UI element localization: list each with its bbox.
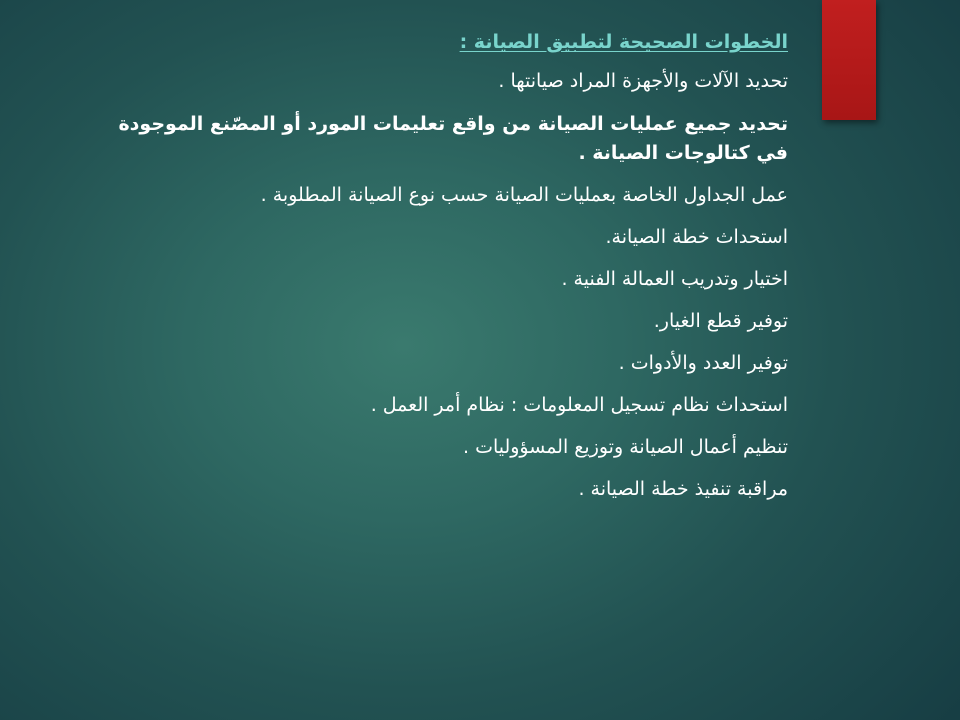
- list-item: تحديد الآلات والأجهزة المراد صيانتها .: [498, 70, 788, 92]
- list-item: عمل الجداول الخاصة بعمليات الصيانة حسب نوع الصيانة المطلوبة .: [260, 184, 788, 206]
- slide-title: الخطوات الصحيحة لتطبيق الصيانة :: [459, 31, 788, 53]
- slide-content: [88, 27, 788, 518]
- list-item: تحديد جميع عمليات الصيانة من واقع تعليمات المورد أو المصّنع الموجودة في كتالوجات الصيانة .: [118, 113, 788, 164]
- list-item: اختيار وتدريب العمالة الفنية .: [561, 268, 788, 290]
- list-item: توفير قطع الغيار.: [653, 310, 788, 332]
- list-item: استحداث خطة الصيانة.: [605, 226, 788, 248]
- list-item: مراقبة تنفيذ خطة الصيانة .: [578, 478, 788, 500]
- list-item: توفير العدد والأدوات .: [618, 352, 788, 374]
- list-item: تنظيم أعمال الصيانة وتوزيع المسؤوليات .: [462, 436, 788, 458]
- list-item: استحداث نظام تسجيل المعلومات : نظام أمر العمل .: [370, 394, 788, 416]
- red-accent-tab: [822, 0, 876, 120]
